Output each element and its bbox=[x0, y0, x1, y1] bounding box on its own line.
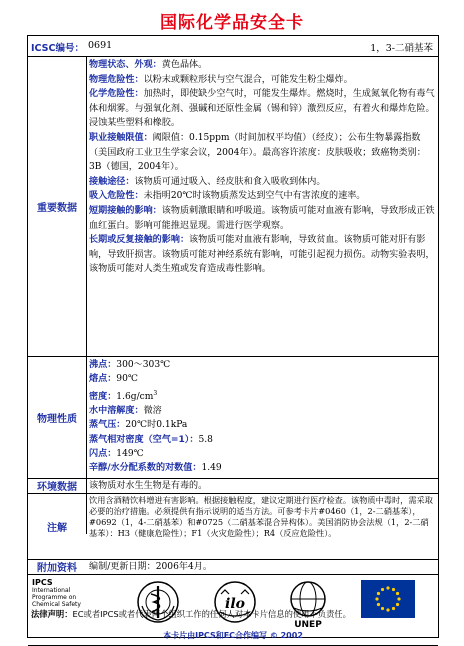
eu-star-icon bbox=[375, 597, 378, 600]
icsc-number: 0691 bbox=[88, 40, 113, 51]
notes-content: 饮用含酒精饮料增进有害影响。根据接触程度，建议定期进行医疗检查。该物质中毒时，需采取必要的治疗措施。必须提供有指示说明的适当方法。可参考卡片#0460（1，2-二硝基苯），#0692（1，4-二硝基苯）和#0725（二硝基苯混合异构体）。美国消防协会法规（1，2-二硝基苯）：H3（健康危险性）；F1（火灾危险性）；R4（反应危险性）。 bbox=[89, 495, 433, 538]
eu-star-icon bbox=[396, 592, 399, 595]
property-vapour-pressure: 蒸气压：20℃时0.1kPa bbox=[89, 420, 188, 431]
property-flash-point: 闪点：149℃ bbox=[89, 448, 144, 459]
divider bbox=[28, 56, 438, 57]
important-data-content bbox=[89, 58, 435, 277]
safety-card bbox=[27, 35, 439, 638]
divider bbox=[28, 493, 438, 494]
eu-star-icon bbox=[386, 608, 389, 611]
legal-text: EC或者IPCS或者代表两个组织工作的任何人对本卡片信息的使用不负责任。 bbox=[72, 609, 351, 619]
property-melting-point: 熔点：90℃ bbox=[89, 374, 139, 385]
divider bbox=[28, 356, 438, 357]
eu-star-icon bbox=[381, 588, 384, 591]
icsc-label: ICSC编号： bbox=[31, 43, 84, 54]
important-item: 职业接触限值：阈限值：0.15ppm（时间加权平均值）（经皮）；公布生物暴露指数（美国政府工业卫生学家会议，2004年）。最高容许浓度：皮肤吸收；致癌物类别：3B（德国，2004年）。 bbox=[89, 132, 426, 173]
property-log-kow: 辛醇/水分配系数的对数值：1.49 bbox=[89, 463, 222, 474]
eu-star-icon bbox=[377, 592, 380, 595]
important-item: 长期或反复接触的影响：该物质可能对血液有影响，导致贫血。该物质可能对肝有影响，导致肝损害。该物质可能对神经系统有影响，可能引起视力损伤。动物实验表明，该物质可能对人类生殖或发育造成毒性影响。 bbox=[89, 235, 435, 275]
environment-content: 该物质对水生生物是有毒的。 bbox=[89, 481, 208, 491]
important-item: 短期接触的影响：该物质刺激眼睛和呼吸道。该物质可能对血液有影响，导致形成正铁血红蛋白。影响可能推迟显现。需进行医学观察。 bbox=[89, 205, 435, 231]
eu-star-icon bbox=[386, 586, 389, 589]
property-boiling-point: 沸点：300～303℃ bbox=[89, 360, 171, 370]
ipcs-logo: IPCS International Programme on Chemical Safety bbox=[32, 578, 81, 608]
section-label-physical: 物理性质 bbox=[37, 413, 77, 425]
important-item: 吸入危险性：未指明20℃时该物质蒸发达到空气中有害浓度的速率。 bbox=[89, 191, 366, 202]
property-vapour-density: 蒸气相对密度（空气=1）：5.8 bbox=[89, 434, 213, 445]
icsc-row bbox=[28, 36, 438, 56]
important-item: 物理状态、外观：黄色晶体。 bbox=[89, 60, 208, 70]
section-label-notes: 注解 bbox=[47, 522, 67, 534]
eu-flag-icon bbox=[361, 580, 415, 618]
eu-star-icon bbox=[397, 597, 400, 600]
legal-label: 法律声明： bbox=[31, 609, 73, 619]
property-solubility: 水中溶解度：微溶 bbox=[89, 405, 162, 416]
section-label-important: 重要数据 bbox=[37, 202, 77, 214]
eu-star-icon bbox=[396, 603, 399, 606]
physical-properties-content bbox=[89, 358, 435, 475]
unep-logo: UNEP bbox=[284, 580, 332, 628]
section-label-environment: 环境数据 bbox=[37, 482, 77, 493]
important-item: 物理危险性：以粉末或颗粒形状与空气混合，可能发生粉尘爆炸。 bbox=[89, 74, 353, 85]
eu-star-icon bbox=[392, 607, 395, 610]
important-item: 接触途径：该物质可通过吸入、经皮肤和食入吸收到体内。 bbox=[89, 176, 326, 187]
eu-star-icon bbox=[377, 603, 380, 606]
svg-text:ilo: ilo bbox=[225, 596, 245, 612]
important-item: 化学危险性：加热时，即使缺少空气时，可能发生爆炸。燃烧时，生成氮氧化物有毒气体和烟雾。与强氧化剂、强碱和还原性金属（锡和锌）激烈反应，有着火和爆炸危险。浸蚀某些塑料和橡胶。 bbox=[89, 89, 435, 129]
chemical-name: 1，3-二硝基苯 bbox=[370, 43, 433, 54]
legal-statement bbox=[31, 608, 351, 620]
section-label-additional: 附加资料 bbox=[37, 563, 77, 574]
card-title: 国际化学品安全卡 bbox=[160, 13, 304, 33]
column-divider bbox=[86, 56, 87, 534]
eu-star-icon bbox=[392, 588, 395, 591]
credit-line: 本卡片由IPCS和EC合作编写 © 2002 bbox=[163, 631, 303, 640]
property-density: 密度：$1.6g/cm^3$ bbox=[89, 389, 158, 402]
additional-content: 编制/更新日期：2006年4月。 bbox=[89, 562, 212, 572]
eu-star-icon bbox=[381, 607, 384, 610]
